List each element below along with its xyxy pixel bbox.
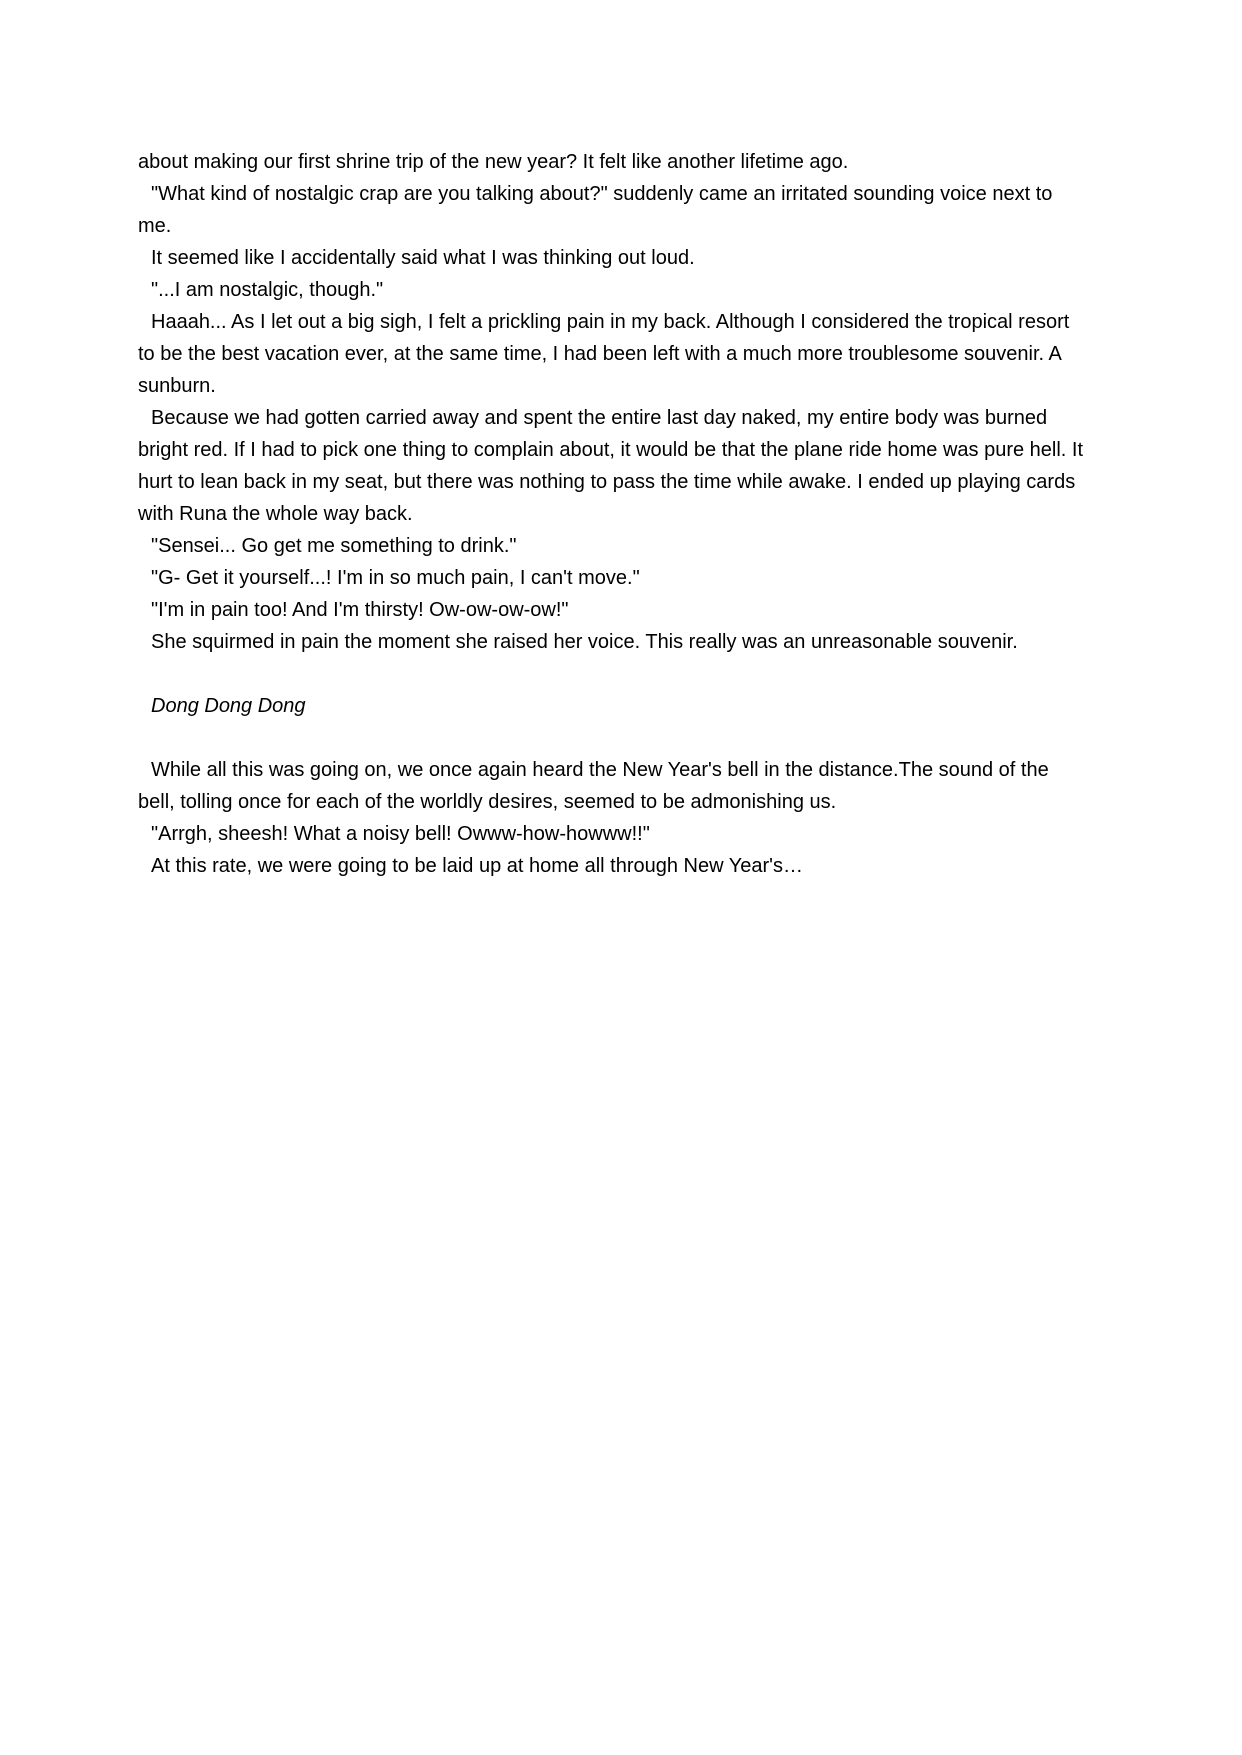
text-block <box>138 146 1086 882</box>
paragraph: She squirmed in pain the moment she raised her voice. This really was an unreasonable souvenir. <box>151 631 1018 653</box>
blank-line <box>138 722 1086 754</box>
paragraph: "What kind of nostalgic crap are you talking about?" suddenly came an irritated sounding voice next to me. <box>138 183 1053 237</box>
paragraph: At this rate, we were going to be laid up at home all through New Year's… <box>151 855 803 877</box>
blank-line <box>138 658 1086 690</box>
paragraph: Because we had gotten carried away and spent the entire last day naked, my entire body was burned bright red. If I had to pick one thing to complain about, it would be that the plane ride home was pure hell. It hurt to lean back in my seat, but there was nothing to pass the time while awake. I ended up playing cards with Runa the whole way back. <box>138 407 1084 525</box>
paragraph: "...I am nostalgic, though." <box>151 279 384 301</box>
paragraph: "I'm in pain too! And I'm thirsty! Ow-ow-ow-ow!" <box>151 599 569 621</box>
paragraph: It seemed like I accidentally said what I was thinking out loud. <box>151 247 695 269</box>
paragraph: Dong Dong Dong <box>151 695 306 717</box>
paragraph: "Sensei... Go get me something to drink." <box>151 535 517 557</box>
paragraph: Haaah... As I let out a big sigh, I felt a prickling pain in my back. Although I considered the tropical resort to be the best vacation ever, at the same time, I had been left with a much more troublesome souvenir. A sunburn. <box>138 311 1070 397</box>
paragraph: While all this was going on, we once again heard the New Year's bell in the distance.The sound of the bell, tolling once for each of the worldly desires, seemed to be admonishing us. <box>138 759 1049 813</box>
paragraph: "G- Get it yourself...! I'm in so much pain, I can't move." <box>151 567 640 589</box>
paragraph: "Arrgh, sheesh! What a noisy bell! Owww-how-howww!!" <box>151 823 650 845</box>
paragraph: about making our first shrine trip of the new year? It felt like another lifetime ago. <box>138 151 849 173</box>
